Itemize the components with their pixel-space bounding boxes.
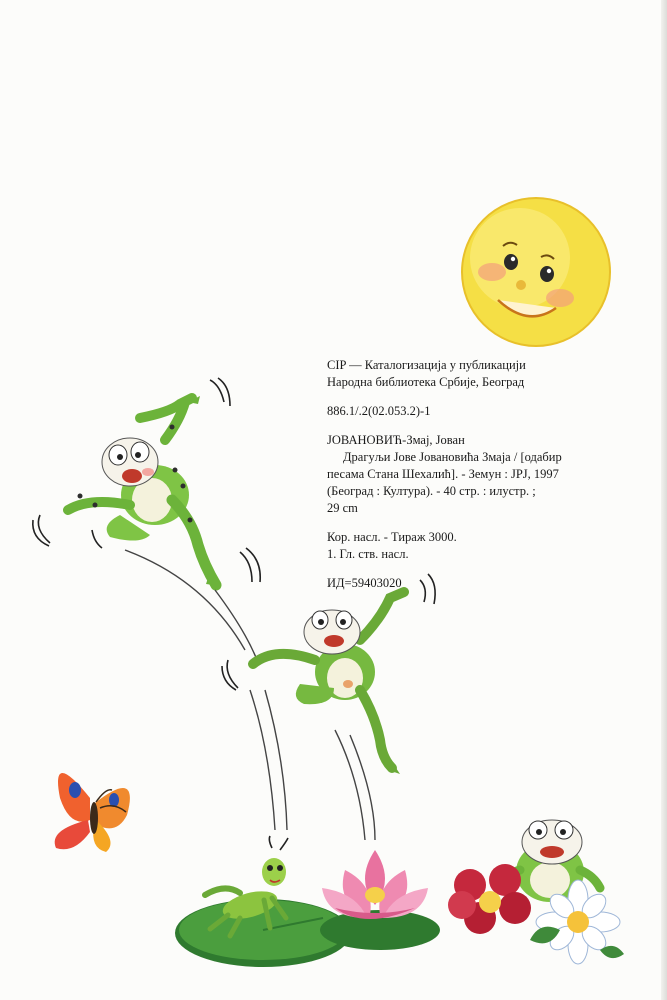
butterfly-illustration xyxy=(55,773,130,852)
cip-header-line: CIP — Каталогизација у публикацији xyxy=(327,358,526,372)
entry-line: 29 cm xyxy=(327,501,358,515)
water-lily-illustration xyxy=(320,850,440,950)
author-heading: ЈОВАНОВИЋ-Змај, Јован xyxy=(327,433,465,447)
note-line: 1. Гл. ств. насл. xyxy=(327,547,409,561)
red-flower xyxy=(448,864,531,934)
jumping-frog-illustration xyxy=(33,378,260,586)
cip-header-line: Народна библиотека Србије, Београд xyxy=(327,375,525,389)
note-line: Кор. насл. - Тираж 3000. xyxy=(327,530,457,544)
entry-line: Драгуљи Јове Јовановића Змаја / [одабир xyxy=(343,450,562,464)
frog-with-flowers-illustration xyxy=(448,820,624,964)
id-number: ИД=59403020 xyxy=(327,576,402,590)
entry-line: (Београд : Култура). - 40 стр. : илустр. ; xyxy=(327,484,536,498)
entry-line: песама Стана Шехалић]. - Земун : ЈРЈ, 1997 xyxy=(327,467,559,481)
sun-illustration xyxy=(462,198,610,346)
jumping-frog-illustration xyxy=(222,574,435,774)
udc-number: 886.1/.2(02.053.2)-1 xyxy=(327,404,431,418)
cip-catalog-block xyxy=(327,357,627,592)
